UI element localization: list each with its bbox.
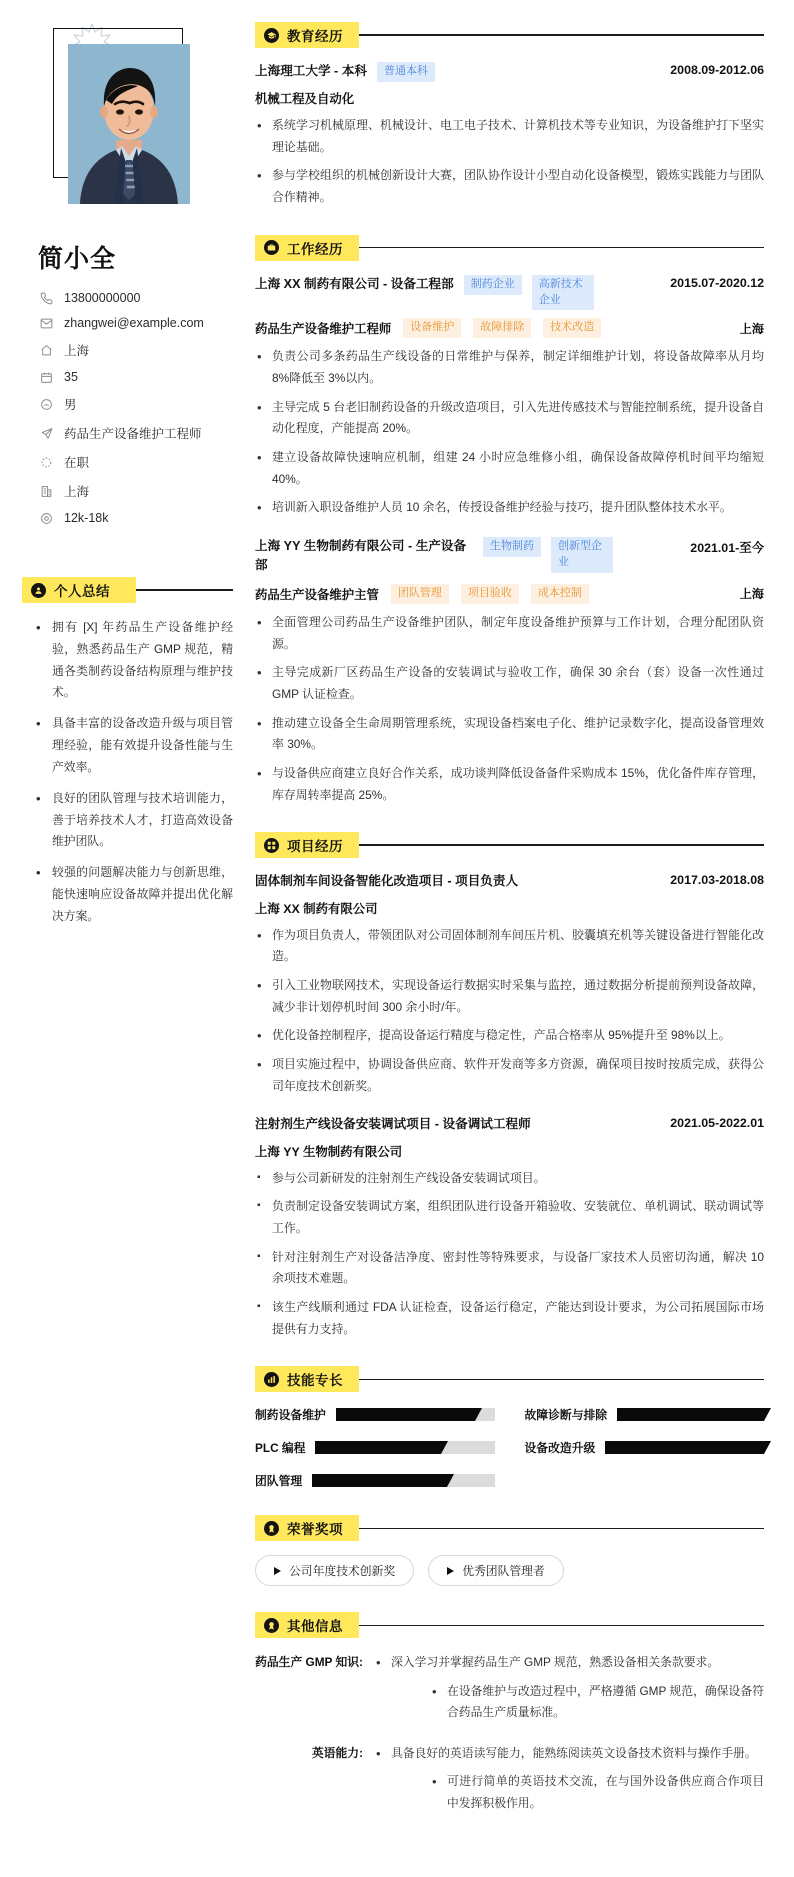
work-role: 药品生产设备维护工程师 xyxy=(255,322,392,337)
awards-header-rule xyxy=(359,1528,764,1529)
status-icon xyxy=(38,456,55,469)
awards-header-tag xyxy=(255,1515,359,1541)
skill-item xyxy=(525,1406,765,1423)
work-company: 上海 YY 生物制药有限公司 - 生产设备部 xyxy=(255,538,467,573)
home-icon xyxy=(38,344,55,357)
summary-list xyxy=(36,617,233,928)
skills-grid xyxy=(255,1406,764,1489)
award-pill[interactable] xyxy=(428,1555,564,1586)
skill-bar xyxy=(617,1408,764,1421)
skill-item xyxy=(255,1439,495,1456)
project-entry xyxy=(255,872,764,1097)
projects-section-header xyxy=(255,832,764,858)
contact-email xyxy=(38,316,233,330)
skill-item xyxy=(255,1406,495,1423)
work-header-tag xyxy=(255,235,359,261)
project-name: 固体制剂车间设备智能化改造项目 - 项目负责人 xyxy=(255,874,519,889)
play-triangle-icon xyxy=(447,1567,454,1575)
project-date: 2017.03-2018.08 xyxy=(670,873,764,888)
list-item: ▪ 参与公司新研发的注射剂生产线设备安装调试项目。 xyxy=(255,1168,764,1190)
education-major: 机械工程及自动化 xyxy=(255,91,355,106)
skills-header-tag xyxy=(255,1366,359,1392)
award-label: 优秀团队管理者 xyxy=(462,1564,545,1579)
contact-phone-value: 13800000000 xyxy=(64,291,141,305)
skill-label: 故障诊断与排除 xyxy=(524,1408,608,1423)
skill-bar xyxy=(605,1441,764,1454)
list-item: ▪ 负责制定设备安装调试方案，组织团队进行设备开箱验收、安装就位、单机调试、联动调试等工作。 xyxy=(255,1196,764,1239)
target-icon xyxy=(38,427,55,440)
skills-section-header xyxy=(255,1366,764,1392)
section-skills xyxy=(255,1366,764,1489)
chart-icon xyxy=(264,1372,279,1387)
work-role-left xyxy=(255,584,589,604)
education-header-tag xyxy=(255,22,359,48)
contact-phone xyxy=(38,291,233,305)
mail-icon xyxy=(38,317,55,330)
work-tag: 创新型企业 xyxy=(551,537,613,573)
list-item: • 与设备供应商建立良好合作关系，成功谈判降低设备备件采购成本 15%，优化备件库存管理，库存周转率提高 25%。 xyxy=(255,763,764,806)
work-date: 2015.07-2020.12 xyxy=(670,275,764,290)
list-item: • 良好的团队管理与技术培训能力，善于培养技术人才，打造高效设备维护团队。 xyxy=(36,788,233,853)
other-values xyxy=(375,1652,764,1730)
skill-bar-fill xyxy=(605,1441,764,1454)
awards-row xyxy=(255,1555,764,1586)
skill-label: 团队管理 xyxy=(255,1474,303,1489)
contact-city-value: 上海 xyxy=(64,485,90,499)
contact-age-value: 35 xyxy=(64,370,78,384)
contact-list xyxy=(38,291,233,525)
summary-section-header xyxy=(22,577,233,603)
work-role-row xyxy=(255,584,764,604)
city-icon xyxy=(38,485,55,498)
play-triangle-icon xyxy=(274,1567,281,1575)
summary-title: 个人总结 xyxy=(54,584,110,599)
education-school: 上海理工大学 - 本科 xyxy=(255,64,367,78)
page-title: 简小全 xyxy=(38,245,117,273)
skill-item xyxy=(255,1472,495,1489)
work-company: 上海 XX 制药有限公司 - 设备工程部 xyxy=(255,276,454,291)
skill-label: PLC 编程 xyxy=(255,1441,306,1456)
other-key: 药品生产 GMP 知识: xyxy=(255,1655,363,1670)
contact-city xyxy=(38,482,233,500)
projects-title: 项目经历 xyxy=(287,839,343,855)
salary-icon xyxy=(38,512,55,525)
list-item: ▪ 该生产线顺利通过 FDA 认证检查，设备运行稳定，产能达到设计要求，为公司拓展国际市场提供有力支持。 xyxy=(255,1297,764,1340)
list-item: • 在设备维护与改造过程中，严格遵循 GMP 规范，确保设备符合药品生产质量标准。 xyxy=(431,1681,764,1724)
contact-salary-value: 12k-18k xyxy=(64,511,109,525)
work-role-tag: 成本控制 xyxy=(531,584,589,604)
work-role-row xyxy=(255,318,764,338)
list-item: • 引入工业物联网技术，实现设备运行数据实时采集与监控，通过数据分析提前预判设备故障，减少非计划停机时间 300 余小时/年。 xyxy=(255,975,764,1018)
list-item: • 深入学习并掌握药品生产 GMP 规范，熟悉设备相关条款要求。 xyxy=(375,1652,764,1673)
phone-icon xyxy=(38,292,55,305)
skill-bar xyxy=(312,1474,494,1487)
person-icon xyxy=(31,583,46,598)
project-company: 上海 YY 生物制药有限公司 xyxy=(255,1144,403,1159)
work-entry-left xyxy=(255,537,613,576)
section-projects xyxy=(255,832,764,1340)
info-icon xyxy=(264,1618,279,1633)
work-entry-left xyxy=(255,275,594,311)
work-entry-top xyxy=(255,537,764,576)
summary-header-rule xyxy=(136,589,233,590)
project-entry-top xyxy=(255,1115,764,1135)
list-item: • 优化设备控制程序，提高设备运行精度与稳定性，产品合格率从 95%提升至 98%以上。 xyxy=(255,1025,764,1047)
list-item: • 建立设备故障快速响应机制，组建 24 小时应急维修小组，确保设备故障停机时间平均缩短 40%。 xyxy=(255,447,764,490)
work-bullets xyxy=(255,612,764,806)
section-awards xyxy=(255,1515,764,1586)
project-bullets xyxy=(255,925,764,1098)
list-item: • 系统学习机械原理、机械设计、电工电子技术、计算机技术等专业知识，为设备维护打下坚实理论基础。 xyxy=(255,115,764,158)
award-icon xyxy=(264,1521,279,1536)
contact-email-value: zhangwei@example.com xyxy=(64,316,204,330)
main-content xyxy=(255,0,794,1877)
other-item xyxy=(255,1743,764,1821)
skills-header-rule xyxy=(359,1379,764,1380)
work-role-tag: 设备维护 xyxy=(403,318,461,338)
avatar xyxy=(68,44,190,204)
other-key: 英语能力: xyxy=(311,1745,363,1760)
other-header-rule xyxy=(359,1625,764,1626)
list-item: • 培训新入职设备维护人员 10 余名，传授设备维护经验与技巧，提升团队整体技术水平。 xyxy=(255,497,764,519)
skill-bar-fill xyxy=(312,1474,447,1487)
skill-bar xyxy=(315,1441,494,1454)
skill-label: 制药设备维护 xyxy=(255,1408,326,1423)
list-item: • 具备良好的英语读写能力，能熟练阅读英文设备技术资料与操作手册。 xyxy=(375,1743,764,1764)
summary-header-tag xyxy=(22,577,136,603)
list-item: • 具备丰富的设备改造升级与项目管理经验，能有效提升设备性能与生产效率。 xyxy=(36,713,233,778)
projects-header-tag xyxy=(255,832,359,858)
work-tag: 生物制药 xyxy=(483,537,541,557)
education-entry-top xyxy=(255,62,764,82)
photo-block xyxy=(60,36,190,211)
other-header-tag xyxy=(255,1612,359,1638)
contact-salary xyxy=(38,511,233,525)
contact-gender-value: 男 xyxy=(64,398,77,412)
work-role-tag: 项目验收 xyxy=(461,584,519,604)
education-entry-left xyxy=(255,62,435,82)
list-item: • 可进行简单的英语技术交流，在与国外设备供应商合作项目中发挥积极作用。 xyxy=(431,1771,764,1814)
gender-icon xyxy=(38,398,55,411)
calendar-icon xyxy=(38,371,55,384)
work-location: 上海 xyxy=(739,587,764,602)
contact-status xyxy=(38,453,233,471)
award-pill[interactable] xyxy=(255,1555,414,1586)
contact-status-value: 在职 xyxy=(64,456,90,470)
other-title: 其他信息 xyxy=(287,1619,343,1635)
work-entry xyxy=(255,537,764,806)
work-role: 药品生产设备维护主管 xyxy=(255,587,379,602)
list-item: • 推动建立设备全生命周期管理系统，实现设备档案电子化、维护记录数字化，提高设备管理效率 30%。 xyxy=(255,713,764,756)
grid-icon xyxy=(264,838,279,853)
work-tag: 高新技术企业 xyxy=(532,275,594,311)
section-work xyxy=(255,235,764,807)
project-entry xyxy=(255,1115,764,1340)
section-summary xyxy=(22,577,233,928)
list-item: • 项目实施过程中，协调设备供应商、软件开发商等多方资源，确保项目按时按质完成，获得公司年度技术创新奖。 xyxy=(255,1054,764,1097)
list-item: • 参与学校组织的机械创新设计大赛，团队协作设计小型自动化设备模型，锻炼实践能力与团队合作精神。 xyxy=(255,165,764,208)
awards-title: 荣誉奖项 xyxy=(287,1522,343,1538)
work-date: 2021.01-至今 xyxy=(690,540,764,555)
contact-age xyxy=(38,370,233,384)
contact-home-value: 上海 xyxy=(64,344,90,358)
work-location: 上海 xyxy=(739,321,764,336)
skill-bar xyxy=(336,1408,495,1421)
contact-gender xyxy=(38,395,233,413)
project-name: 注射剂生产线设备安装调试项目 - 设备调试工程师 xyxy=(255,1117,531,1132)
skill-label: 设备改造升级 xyxy=(524,1441,596,1456)
other-item xyxy=(255,1652,764,1730)
skill-item xyxy=(525,1439,765,1456)
education-title: 教育经历 xyxy=(287,29,343,44)
work-role-tag: 团队管理 xyxy=(391,584,449,604)
other-values xyxy=(375,1743,764,1821)
awards-section-header xyxy=(255,1515,764,1541)
work-bullets xyxy=(255,346,764,519)
contact-position-value: 药品生产设备维护工程师 xyxy=(64,427,202,441)
work-section-header xyxy=(255,235,764,261)
projects-header-rule xyxy=(359,844,764,845)
education-section-header xyxy=(255,22,764,48)
work-role-tag: 故障排除 xyxy=(473,318,531,338)
work-role-left xyxy=(255,318,601,338)
work-tag: 制药企业 xyxy=(464,275,522,295)
contact-home xyxy=(38,341,233,359)
list-item: • 拥有 [X] 年药品生产设备维护经验，熟悉药品生产 GMP 规范，精通各类制药设备结构原理与维护技术。 xyxy=(36,617,233,704)
work-role-tag: 技术改造 xyxy=(543,318,601,338)
skill-bar-fill xyxy=(336,1408,476,1421)
work-title: 工作经历 xyxy=(287,241,343,257)
education-date: 2008.09-2012.06 xyxy=(670,63,764,77)
sidebar xyxy=(0,0,255,984)
award-label: 公司年度技术创新奖 xyxy=(289,1564,396,1579)
project-company: 上海 XX 制药有限公司 xyxy=(255,901,378,916)
list-item: • 主导完成新厂区药品生产设备的安装调试与验收工作，确保 30 余台（套）设备一次性通过 GMP 认证检查。 xyxy=(255,662,764,705)
list-item: • 全面管理公司药品生产设备维护团队，制定年度设备维护预算与工作计划，合理分配团队资源。 xyxy=(255,612,764,655)
project-entry-top xyxy=(255,872,764,892)
skills-title: 技能专长 xyxy=(287,1373,343,1389)
list-item: • 作为项目负责人，带领团队对公司固体制剂车间压片机、胶囊填充机等关键设备进行智能化改造。 xyxy=(255,925,764,968)
section-other xyxy=(255,1612,764,1821)
work-header-rule xyxy=(359,247,764,248)
graduation-icon xyxy=(264,28,279,43)
project-bullets xyxy=(255,1168,764,1341)
briefcase-icon xyxy=(264,240,279,255)
skill-bar-fill xyxy=(617,1408,764,1421)
project-date: 2021.05-2022.01 xyxy=(670,1116,764,1131)
education-entry xyxy=(255,62,764,209)
education-bullets xyxy=(255,115,764,209)
section-education xyxy=(255,22,764,209)
skill-bar-fill xyxy=(315,1441,440,1454)
list-item: • 负责公司多条药品生产线设备的日常维护与保养，制定详细维护计划，将设备故障率从月均 8%降低至 3%以内。 xyxy=(255,346,764,389)
list-item: ▪ 针对注射剂生产对设备洁净度、密封性等特殊要求，与设备厂家技术人员密切沟通，解决 10 余项技术难题。 xyxy=(255,1247,764,1290)
education-tag: 普通本科 xyxy=(377,62,435,82)
work-entry-top xyxy=(255,275,764,311)
contact-position xyxy=(38,424,233,442)
education-header-rule xyxy=(359,34,764,35)
list-item: • 主导完成 5 台老旧制药设备的升级改造项目，引入先进传感技术与智能控制系统，提升设备自动化程度，产能提高 20%。 xyxy=(255,397,764,440)
list-item: • 较强的问题解决能力与创新思维，能快速响应设备故障并提出优化解决方案。 xyxy=(36,862,233,927)
work-entry xyxy=(255,275,764,519)
other-section-header xyxy=(255,1612,764,1638)
